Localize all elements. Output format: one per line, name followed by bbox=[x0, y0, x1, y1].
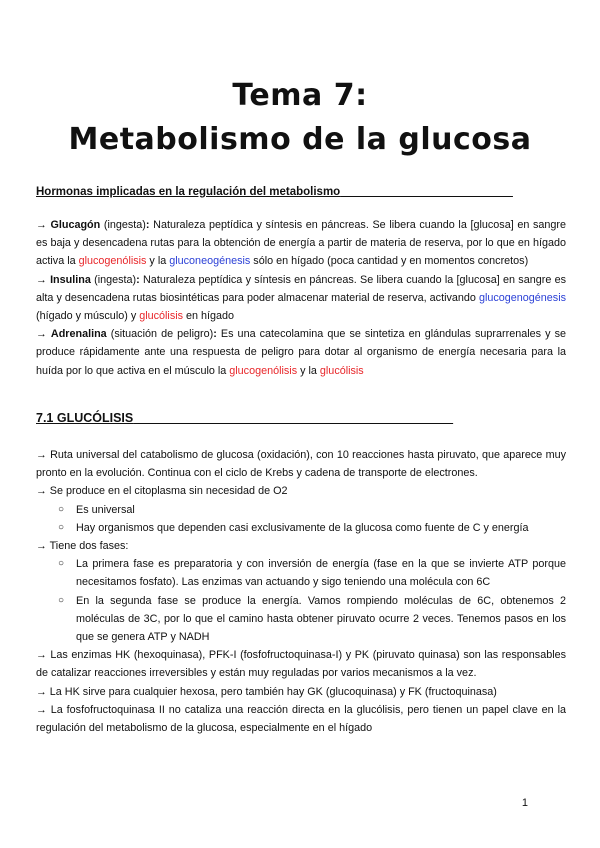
list-item bbox=[36, 501, 566, 519]
bullet-circle-icon: ○ bbox=[58, 594, 65, 606]
list-item bbox=[36, 519, 566, 537]
glucolisis-term: glucólisis bbox=[139, 310, 184, 323]
hormonas-block bbox=[36, 216, 566, 380]
list-item-text: Es universal bbox=[76, 503, 135, 516]
gluconeogenesis-term: gluconeogénesis bbox=[169, 255, 251, 268]
arrow-adrenalina: → bbox=[36, 328, 51, 341]
paragraph-glucagon bbox=[36, 216, 566, 271]
term-insulina: Insulina bbox=[50, 273, 91, 286]
arrow-glucagon: → bbox=[36, 219, 51, 231]
list-item bbox=[36, 555, 566, 591]
insulina-colon: : bbox=[136, 273, 140, 286]
bullet-circle-icon: ○ bbox=[58, 558, 65, 570]
bullet-circle-icon: ○ bbox=[58, 521, 65, 533]
glucogenolisis-term: glucogenólisis bbox=[229, 364, 298, 377]
section-heading-hormonas bbox=[36, 186, 513, 198]
section-heading-glucolisis bbox=[36, 411, 453, 425]
paragraph-hk: → La HK sirve para cualquier hexosa, pero también hay GK (glucoquinasa) y FK (fructoquinasa) bbox=[36, 685, 497, 698]
term-adrenalina: Adrenalina bbox=[50, 328, 107, 341]
arrow-insulina: → bbox=[36, 273, 51, 286]
paragraph-insulina bbox=[36, 271, 566, 326]
glucagon-colon: : bbox=[145, 219, 150, 231]
section-heading-glucolisis-text: 7.1 GLUCÓLISIS bbox=[36, 411, 134, 425]
glucogenogenesis-term: glucogenogénesis bbox=[478, 291, 566, 304]
page-title-line2: Metabolismo de la glucosa bbox=[68, 122, 532, 157]
insulina-text-2: (hígado y músculo) y bbox=[36, 310, 140, 323]
heading-underline-fill: ______________________________________________ bbox=[133, 411, 454, 425]
glucolisis-block bbox=[36, 446, 566, 737]
insulina-text-1: Naturaleza peptídica y síntesis en páncreas. Se libera cuando la [glucosa] en sangre es alta y desencadena rutas biosintéticas para poder almacenar material de reserva, activando bbox=[36, 273, 566, 304]
paragraph-enzimas: → Las enzimas HK (hexoquinasa), PFK-I (fosfofructoquinasa-I) y PK (piruvato quinasa) son las responsables de catalizar reacciones irreversibles y están muy reguladas por varios mecanismos a la vez. bbox=[36, 649, 566, 680]
adrenalina-paren: (situación de peligro) bbox=[106, 328, 214, 341]
glucagon-text-1: Naturaleza peptídica y síntesis en páncreas. Se libera cuando la [glucosa] en sangre es baja y desencadena rutas para la obtención de energía a partir de materia de reserva, por lo que en hígado activa la bbox=[36, 219, 567, 268]
paragraph-citoplasma: → Se produce en el citoplasma sin necesidad de O2 bbox=[36, 485, 288, 498]
insulina-text-3: en hígado bbox=[183, 310, 235, 323]
adrenalina-colon: : bbox=[213, 328, 217, 341]
term-glucagon: Glucagón bbox=[50, 219, 101, 231]
glucolisis-term: glucólisis bbox=[319, 364, 364, 377]
page-title-line1: Tema 7: bbox=[232, 78, 368, 113]
paragraph-adrenalina bbox=[36, 325, 566, 380]
list-item-text: Hay organismos que dependen casi exclusivamente de la glucosa como fuente de C y energía bbox=[76, 521, 529, 534]
glucagon-text-3: sólo en hígado (poca cantidad y en momentos concretos) bbox=[250, 255, 529, 268]
list-item bbox=[36, 592, 566, 647]
paragraph-dos-fases: → Tiene dos fases: bbox=[36, 540, 129, 553]
adrenalina-text-2: y la bbox=[297, 364, 320, 377]
paragraph-ruta-universal: → Ruta universal del catabolismo de glucosa (oxidación), con 10 reacciones hasta piruvato, que aparece muy pronto en la evolución. Continua con el ciclo de Krebs y cadena de transporte de electrones. bbox=[36, 449, 566, 480]
paragraph-fosfofructoquinasa: → La fosfofructoquinasa II no cataliza una reacción directa en la glucólisis, pero tienen un papel clave en la regulación del metabolismo de la glucosa, especialmente en el hígado bbox=[36, 703, 566, 735]
glucagon-paren: (ingesta) bbox=[100, 219, 146, 231]
list-item-text: La primera fase es preparatoria y con inversión de energía (fase en la que se invierte ATP porque necesitamos fosfato). Las enzimas van actuando y sigo teniendo una molécula con 6C bbox=[76, 558, 566, 589]
glucogenolisis-term: glucogenólisis bbox=[78, 255, 147, 268]
glucagon-text-2: y la bbox=[146, 255, 170, 268]
page-number: 1 bbox=[521, 797, 528, 809]
list-item-text: En la segunda fase se produce la energía. Vamos rompiendo moléculas de 6C, obtenemos 2 moléculas de 3C, por lo que el camino hasta obtener piruvato ocurre 2 veces. Tenemos pasos en los que se genera ATP y NADH bbox=[76, 594, 566, 644]
section-heading-hormonas-text: Hormonas implicadas en la regulación del metabolismo bbox=[36, 186, 341, 198]
insulina-paren: (ingesta) bbox=[90, 273, 137, 286]
heading-underline-fill: ___________________________ bbox=[340, 186, 513, 198]
adrenalina-text-1: Es una catecolamina que se sintetiza en glándulas suprarrenales y se produce rápidamente ante una respuesta de peligro para dotar al organismo de energía necesaria para la huída por lo que activa en el músculo la bbox=[36, 328, 567, 377]
bullet-circle-icon: ○ bbox=[58, 503, 65, 515]
